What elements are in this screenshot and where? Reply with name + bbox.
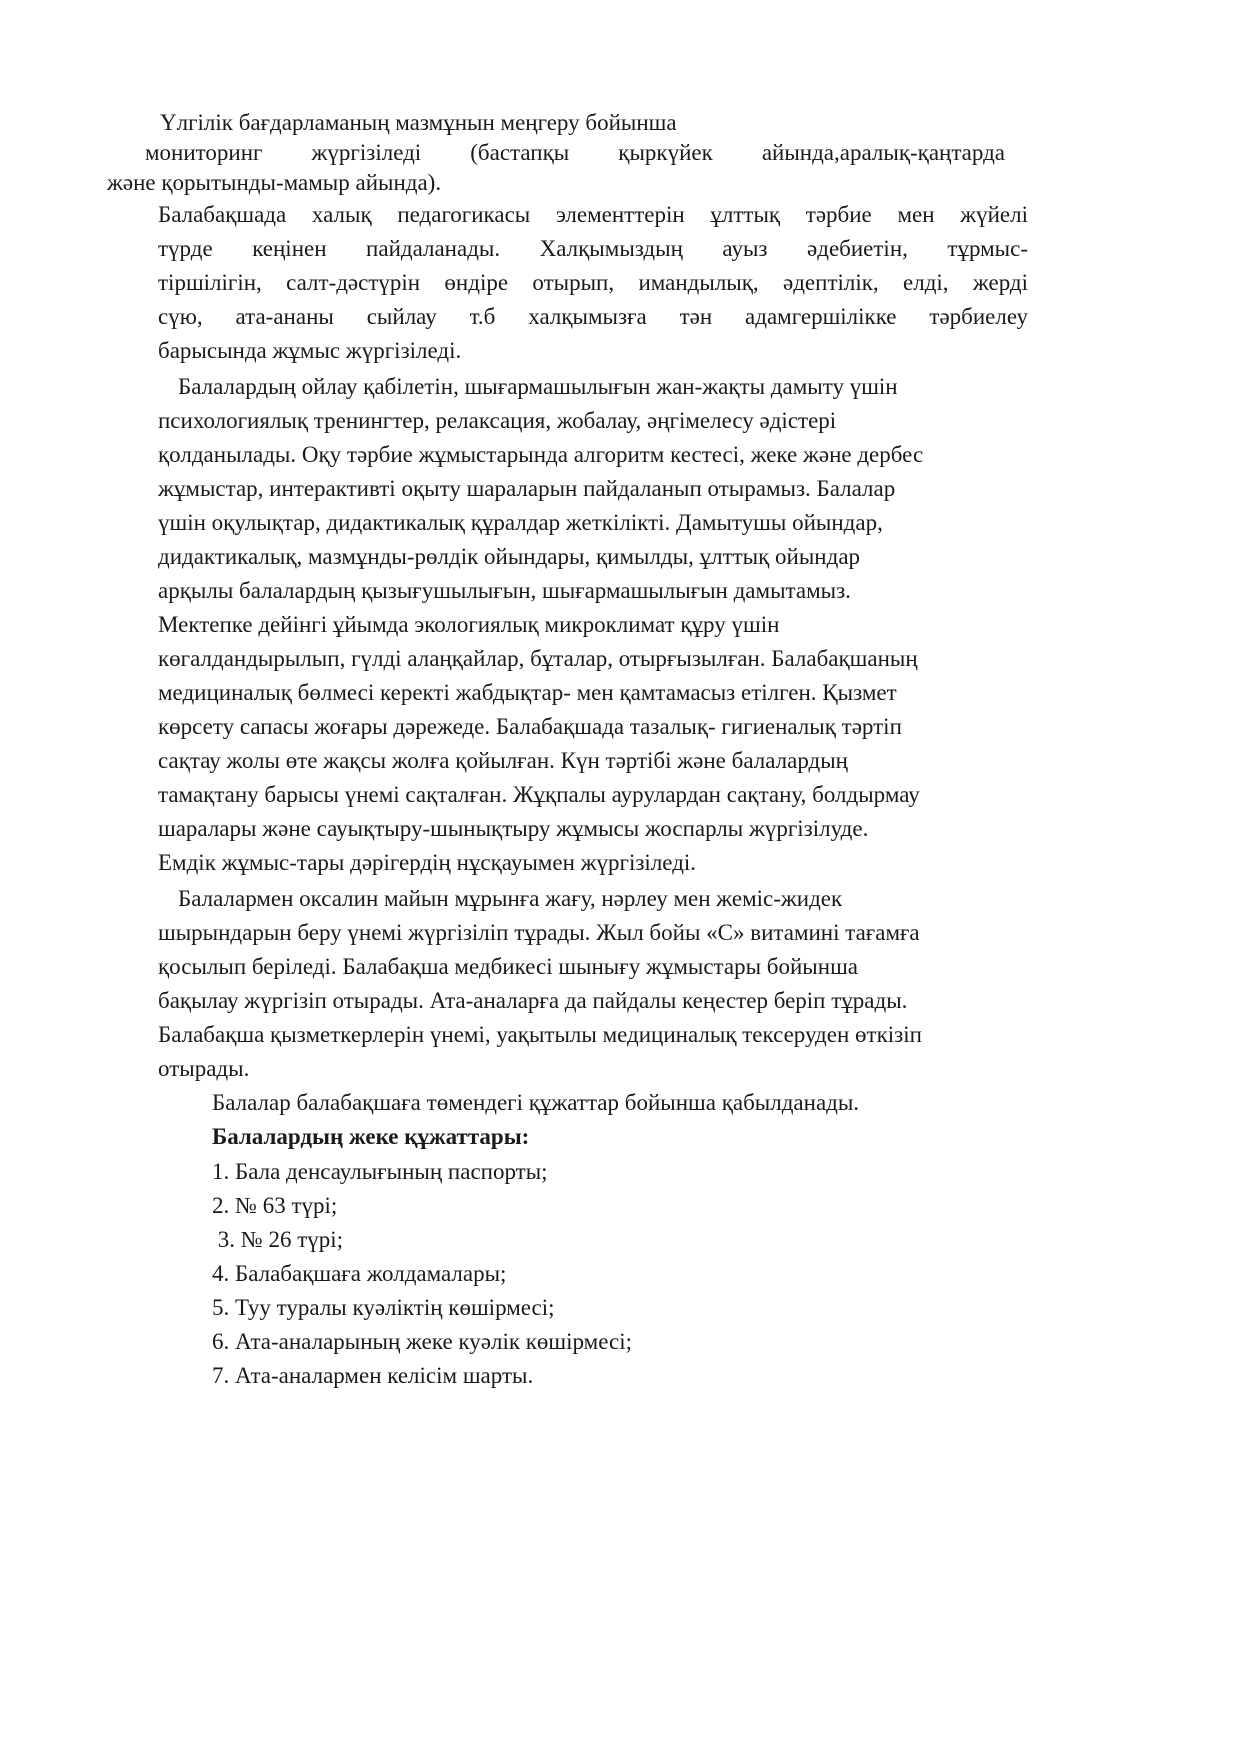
para2-line-11: көрсету сапасы жоғары дәрежеде. Балабақшада тазалық- гигиеналық тәртіп [158,714,902,739]
para2-line-8: Мектепке дейінгі ұйымда экологиялық микроклимат құру үшін [158,612,780,637]
para1-line-5: барысында жұмыс жүргізіледі. [158,338,462,363]
para2-line-5: үшін оқулықтар, дидактикалық құралдар жеткілікті. Дамытушы ойындар, [158,510,883,535]
para3-line-6: отырады. [158,1056,250,1081]
para2-line-13: тамақтану барысы үнемі сақталған. Жұқпалы аурулардан сақтану, болдырмау [158,782,920,807]
admission-text: Балалар балабақшаға төмендегі құжаттар бойынша қабылданады. [212,1090,860,1115]
para2-line-6: дидактикалық, мазмұнды-рөлдік ойындары, қимылды, ұлттық ойындар [158,544,861,569]
intro-line-1: Үлгілік бағдарламаның мазмұнын меңгеру бойынша [160,110,677,135]
para2-line-2: психологиялық тренингтер, релаксация, жобалау, әңгімелесу әдістері [158,408,837,433]
para1-line-3: тіршілігін, салт-дәстүрін өндіре отырып, имандылық, әдептілік, елді, жерді [158,270,1028,295]
para1-line-2: түрде кеңінен пайдаланады. Халқымыздың ауыз әдебиетін, тұрмыс- [158,236,1028,261]
para2-line-1: Балалардың ойлау қабілетін, шығармашылығын жан-жақты дамыту үшін [178,374,898,399]
para2-line-9: көгалдандырылып, гүлді алаңқайлар, бұталар, отырғызылған. Балабақшаның [158,646,918,671]
intro-line-3: және қорытынды-мамыр айында). [107,170,442,195]
para3-line-1: Балалармен оксалин майын мұрынға жағу, нәрлеу мен жеміс-жидек [178,886,843,911]
para1-line-4: сүю, ата-ананы сыйлау т.б халқымызға тән адамгершілікке тәрбиелеу [158,304,1028,329]
para2-line-15: Емдік жұмыс-тары дәрігердің нұсқауымен жүргізіледі. [158,850,697,875]
para3-line-5: Балабақша қызметкерлерін үнемі, уақытылы медициналық тексеруден өткізіп [158,1022,922,1047]
para3-line-4: бақылау жүргізіп отырады. Ата-аналарға да пайдалы кеңестер беріп тұрады. [158,988,908,1013]
para3-line-3: қосылып беріледі. Балабақша медбикесі шынығу жұмыстары бойынша [158,954,858,979]
docs-list-item: 7. Ата-аналармен келісім шарты. [212,1363,534,1388]
docs-list-item: 2. № 63 түрі; [212,1193,338,1218]
docs-list-item: 6. Ата-аналарының жеке куәлік көшірмесі; [212,1329,633,1354]
para3-line-2: шырындарын беру үнемі жүргізіліп тұрады. Жыл бойы «С» витамині тағамға [158,920,920,945]
docs-list-item: 5. Туу туралы куәліктің көшірмесі; [212,1295,555,1320]
para2-line-7: арқылы балалардың қызығушылығын, шығармашылығын дамытамыз. [158,578,851,603]
docs-list-item: 3. № 26 түрі; [212,1227,344,1252]
para2-line-14: шаралары және сауықтыру-шынықтыру жұмысы жоспарлы жүргізілуде. [158,816,869,841]
docs-list-item: 1. Бала денсаулығының паспорты; [212,1159,548,1184]
docs-heading: Балалардың жеке құжаттары: [212,1124,530,1149]
para2-line-12: сақтау жолы өте жақсы жолға қойылған. Күн тәртібі және балалардың [158,748,848,773]
para2-line-10: медициналық бөлмесі керекті жабдықтар- мен қамтамасыз етілген. Қызмет [158,680,897,705]
para2-line-3: қолданылады. Оқу тәрбие жұмыстарында алгоритм кестесі, жеке және дербес [158,442,924,467]
para1-line-1: Балабақшада халық педагогикасы элементтерін ұлттық тәрбие мен жүйелі [158,202,1028,227]
docs-list-item: 4. Балабақшаға жолдамалары; [212,1261,507,1286]
intro-line-2: мониторинг жүргізіледі (бастапқы қыркүйек айында,аралық-қаңтарда [145,140,1005,165]
para2-line-4: жұмыстар, интерактивті оқыту шараларын пайдаланып отырамыз. Балалар [158,476,896,501]
